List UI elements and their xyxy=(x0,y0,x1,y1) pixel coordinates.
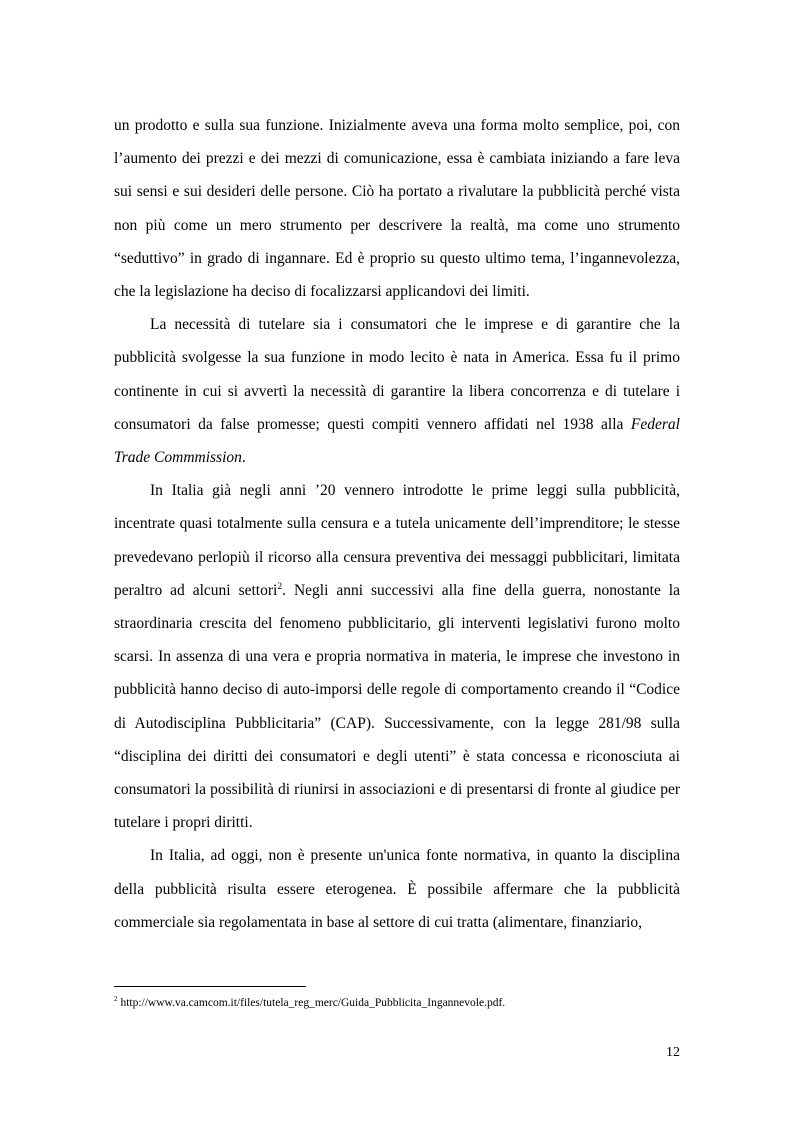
paragraph-1: un prodotto e sulla sua funzione. Inizialmente aveva una forma molto semplice, poi, con l’aumento dei prezzi e dei mezzi di comunicazione, essa è cambiata iniziando a fare leva sui sensi e sui desideri delle persone. Ciò ha portato a rivalutare la pubblicità perché vista non più come un mero strumento per descrivere la realtà, ma come uno strumento “seduttivo” in grado di ingannare. Ed è proprio su questo ultimo tema, l’ingannevolezza, che la legislazione ha deciso di focalizzarsi applicandovi dei limiti. xyxy=(114,117,680,301)
paragraph-2-text: La necessità di tutelare sia i consumatori che le imprese e di garantire che la pubblicità svolgesse la sua funzione in modo lecito è nata in America. Essa fu il primo continente in cui si avvertì la necessità di garantire la libera concorrenza e di tutelare i consumatori da false promesse; questi compiti vennero affidati nel 1938 alla xyxy=(114,316,680,433)
page-number: 12 xyxy=(666,1045,680,1060)
paragraph-3-text-start: In Italia già negli anni ’20 vennero introdotte le prime leggi sulla pubblicità, incentrate quasi totalmente sulla censura e a tutela unicamente dell’imprenditore; le stesse prevedevano perlopiù il ricorso alla censura preventiva dei messaggi pubblicitari, limitata peraltro ad alcuni settori xyxy=(114,482,680,599)
paragraph-3 xyxy=(114,474,680,839)
footnote-number: 2 xyxy=(114,995,118,1004)
paragraph-2 xyxy=(114,308,680,474)
body-text xyxy=(114,109,680,939)
footnote-reference: 2 xyxy=(277,580,283,592)
footnote-text: http://www.va.camcom.it/files/tutela_reg_merc/Guida_Pubblicita_Ingannevole.pdf. xyxy=(117,997,506,1009)
paragraph-4: In Italia, ad oggi, non è presente un'unica fonte normativa, in quanto la disciplina della pubblicità risulta essere eterogenea. È possibile affermare che la pubblicità commerciale sia regolamentata in base al settore di cui tratta (alimentare, finanziario, xyxy=(114,847,680,931)
paragraph-2-end: . xyxy=(241,449,246,467)
footnote-divider xyxy=(114,986,306,987)
paragraph-3-text-end: . Negli anni successivi alla fine della guerra, nonostante la straordinaria crescita del fenomeno pubblicitario, gli interventi legislativi furono molto scarsi. In assenza di una vera e propria normativa in materia, le imprese che investono in pubblicità hanno deciso di auto-imporsi delle regole di comportamento creando il “Codice di Autodisciplina Pubblicitaria” (CAP). Successivamente, con la legge 281/98 sulla “disciplina dei diritti dei consumatori e degli utenti” è stata concessa e riconosciuta ai consumatori la possibilità di riunirsi in associazioni e di presentarsi di fronte al giudice per tutelare i propri diritti. xyxy=(114,581,680,832)
federal-trade-commission-italic: Federal Trade Commmission xyxy=(114,415,680,467)
footnote xyxy=(114,995,680,1011)
